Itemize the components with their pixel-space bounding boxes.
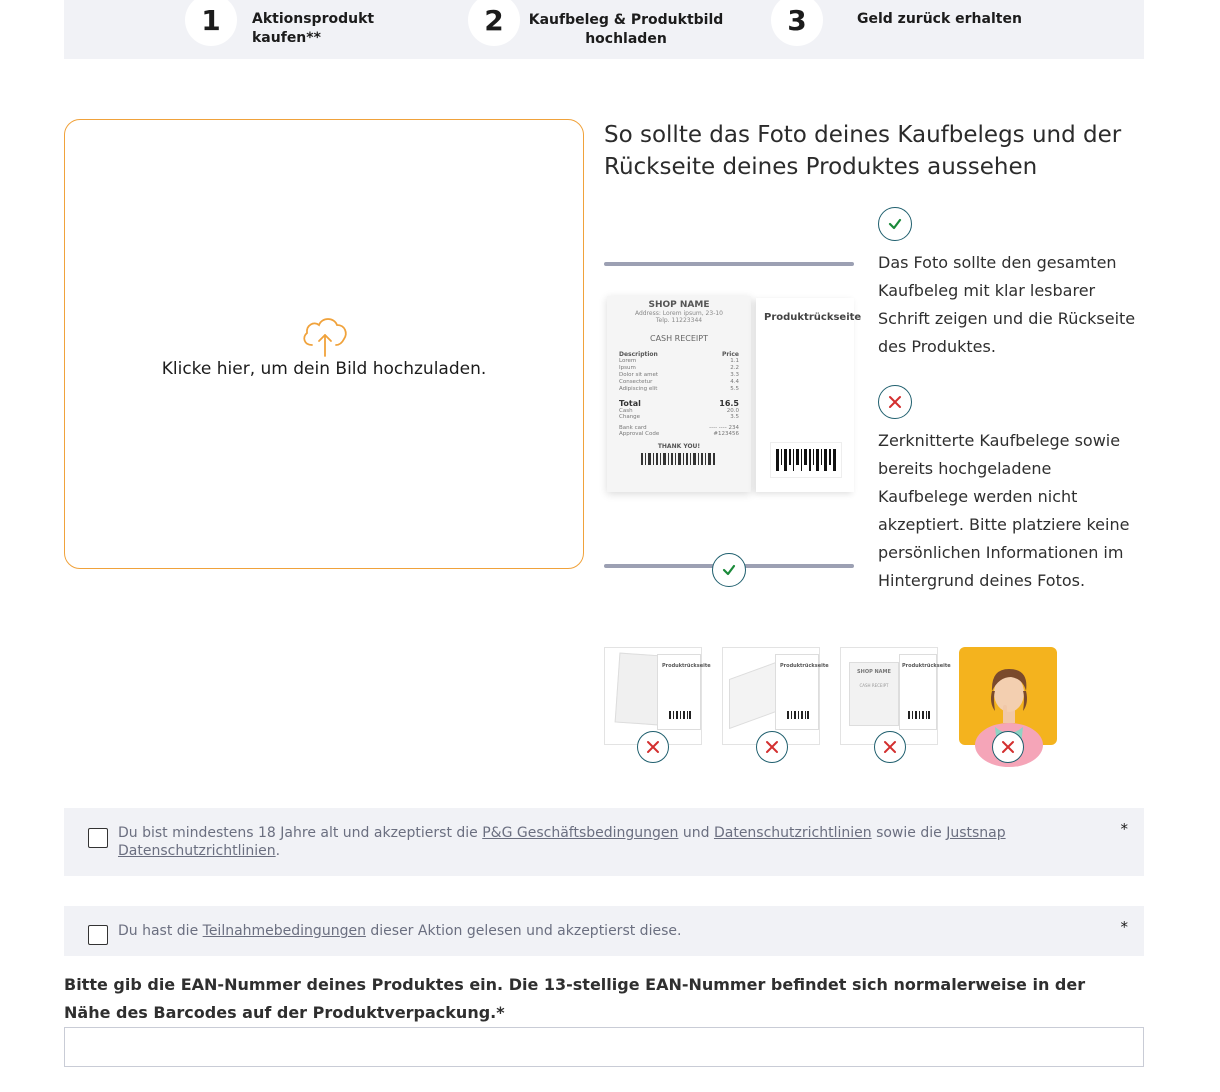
receipt-item-name: Dolor sit amet	[619, 372, 659, 378]
bad-photo-badge	[878, 385, 912, 419]
receipt-heading: CASH RECEIPT	[649, 334, 709, 343]
receipt-items	[607, 358, 751, 393]
receipt-barcode-icon	[641, 453, 717, 465]
receipt-cash-label: Cash	[619, 408, 633, 414]
consent-participation-box	[64, 906, 1144, 956]
receipt-item-row	[619, 372, 739, 379]
thumb2-barcode-icon	[787, 711, 809, 719]
thumb1-barcode-icon	[669, 711, 691, 719]
cross-icon	[1001, 740, 1015, 754]
receipt-thanks: THANK YOU!	[657, 443, 701, 450]
receipt-shop-name: SHOP NAME	[648, 300, 710, 310]
justsnap-privacy-link[interactable]: Justsnap Datenschutzrichtlinien	[118, 825, 1006, 859]
product-barcode-icon	[770, 442, 842, 478]
terms-prefix: Du bist mindestens 18 Jahre alt und akzeptierst die	[118, 825, 483, 841]
step-2-number: 2	[468, 0, 520, 46]
example-ok-badge	[712, 553, 746, 587]
thumb1-product-label: Produktrückseite	[662, 663, 711, 669]
receipt-item-price: 5.5	[730, 386, 739, 392]
receipt-item-name: Ipsum	[619, 365, 636, 371]
cross-icon	[765, 740, 779, 754]
receipt-cash: 20.0	[726, 408, 739, 414]
cross-icon	[883, 740, 897, 754]
example-photo	[604, 262, 862, 570]
privacy-policy-link[interactable]: Datenschutzrichtlinien	[713, 825, 872, 841]
thumb3-barcode-icon	[908, 711, 930, 719]
receipt-bank: ---- ---- 234	[709, 425, 739, 431]
receipt-item-price: 1.1	[730, 358, 739, 364]
thumb3-shop-label: SHOP NAME	[857, 669, 891, 675]
receipt-col-desc: Description	[619, 351, 658, 358]
terms-mid2: sowie die	[871, 825, 947, 841]
check-icon	[888, 217, 902, 231]
receipt-item-price: 4.4	[730, 379, 739, 385]
ean-label: Bitte gib die EAN-Nummer deines Produktes ein. Die 13-stellige EAN-Nummer befindet sich normalerweise in der Nähe des Barcodes auf der Produktverpackung.*	[64, 975, 1086, 1022]
terms-mid1: und	[678, 825, 714, 841]
receipt-bank-label: Bank card	[619, 425, 647, 431]
participation-checkbox[interactable]	[88, 925, 108, 945]
participation-consent-text	[118, 922, 1098, 940]
participation-required-marker: *	[1120, 918, 1128, 936]
step-2-label: Kaufbeleg & Produktbild hochladen	[528, 12, 724, 47]
bad-photo-text: Zerknitterte Kaufbelege sowie bereits hochgeladene Kaufbelege werden nicht akzeptiert. Bitte platziere keine persönlichen Informationen im Hintergrund deines Fotos.	[878, 431, 1130, 590]
receipt-total: 16.5	[719, 399, 739, 408]
bad-example-4-badge	[992, 731, 1024, 763]
receipt-item-row	[619, 386, 739, 393]
receipt-total-label: Total	[619, 399, 641, 408]
receipt-item-row	[619, 358, 739, 365]
receipt-item-name: Consectetur	[619, 379, 653, 385]
bad-example-3-badge	[874, 731, 906, 763]
pg-terms-link[interactable]: P&G Geschäftsbedingungen	[482, 825, 679, 841]
receipt-item-row	[619, 379, 739, 386]
image-upload-dropzone[interactable]	[64, 119, 584, 569]
receipt-tel: Telp. 11223344	[655, 317, 703, 324]
cloud-upload-icon	[300, 313, 350, 357]
receipt-col-price: Price	[721, 351, 739, 358]
example-receipt	[607, 296, 751, 492]
cross-icon	[646, 740, 660, 754]
terms-consent-text	[118, 824, 1098, 860]
photo-guide-title: So sollte das Foto deines Kaufbelegs und der Rückseite deines Produktes aussehen	[604, 122, 1122, 180]
step-1-number: 1	[185, 0, 237, 46]
check-icon	[722, 563, 736, 577]
step-3-number: 3	[771, 0, 823, 46]
receipt-item-price: 2.2	[730, 365, 739, 371]
good-photo-badge	[878, 207, 912, 241]
ean-input[interactable]	[64, 1027, 1144, 1067]
step-1-label: Aktionsprodukt kaufen**	[252, 11, 375, 46]
receipt-approval-label: Approval Code	[619, 431, 660, 437]
receipt-change: 3.5	[730, 414, 739, 420]
receipt-item-price: 3.3	[730, 372, 739, 378]
cross-icon	[888, 395, 902, 409]
terms-required-marker: *	[1120, 820, 1128, 838]
terms-suffix: .	[275, 843, 281, 859]
example-product-back	[756, 298, 862, 492]
step-3-label: Geld zurück erhalten	[857, 11, 1022, 27]
thumb3-product-label: Produktrückseite	[902, 663, 951, 669]
terms-checkbox[interactable]	[88, 828, 108, 848]
example-top-bar	[604, 262, 854, 266]
product-back-label: Produktrückseite	[764, 312, 862, 323]
thumb3-receipt-label: CASH RECEIPT	[859, 683, 889, 688]
bad-example-1-badge	[637, 731, 669, 763]
participation-prefix: Du hast die	[118, 923, 203, 939]
good-photo-text: Das Foto sollte den gesamten Kaufbeleg mit klar lesbarer Schrift zeigen und die Rückseite des Produktes.	[878, 253, 1136, 356]
receipt-item-name: Lorem	[619, 358, 637, 364]
receipt-change-label: Change	[619, 414, 641, 420]
receipt-address: Address: Lorem ipsum, 23-10	[634, 310, 723, 317]
consent-terms-box	[64, 808, 1144, 876]
steps-bar	[64, 0, 1144, 59]
bad-example-2-badge	[756, 731, 788, 763]
upload-instruction: Klicke hier, um dein Bild hochzuladen.	[161, 359, 487, 379]
receipt-item-name: Adipiscing elit	[619, 386, 658, 392]
thumb2-product-label: Produktrückseite	[780, 663, 829, 669]
receipt-item-row	[619, 365, 739, 372]
participation-terms-link[interactable]: Teilnahmebedingungen	[202, 923, 366, 939]
participation-suffix: dieser Aktion gelesen und akzeptierst diese.	[365, 923, 682, 939]
receipt-approval: #123456	[713, 431, 739, 437]
